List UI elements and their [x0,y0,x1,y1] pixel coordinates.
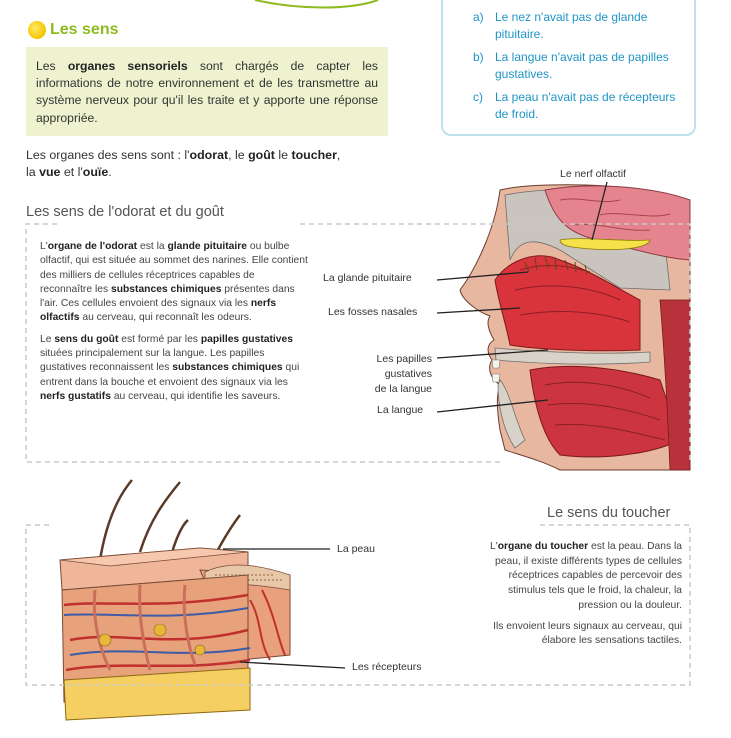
touch-text [478,540,682,655]
smell-paragraph: L'organe de l'odorat est la glande pituitaire ou bulbe olfactif, qui est située au sommet des narines. Elle contient des milliers de cellules réceptrices capables de reconnaître les substances chimiques présentes dans l'air. Ces cellules envoient des signaux via les nerfs olfactifs au cerveau, qui reconnaît les odeurs. [40,241,308,324]
intro-paragraph: Les organes sensoriels sont chargés de capter les informations de notre environnement et de les transmettre au système nerveux pour qu'il les traite et y apporte une réponse appropriée. [36,59,378,125]
questions-list [473,9,685,129]
section-bullet-icon [28,21,46,39]
label-peau: La peau [337,543,375,555]
label-glande-pituitaire: La glande pituitaire [323,272,412,284]
question-b: b) La langue n'avait pas de papilles gustatives. [473,50,669,81]
smell-taste-text [40,240,308,411]
intro-box [26,47,388,136]
question-a: a) Le nez n'avait pas de glande pituitaire. [473,10,648,41]
label-papilles: Les papilles gustatives de la langue [374,353,432,395]
organs-sentence: Les organes des sens sont : l'odorat, le goût le toucher, la vue et l'ouïe. [26,148,341,179]
touch-paragraph-1: L'organe du toucher est la peau. Dans la peau, il existe différents types de cellules réceptrices capables de percevoir des stimulus tels que le froid, la chaleur, la pression ou la douleur. [490,541,682,611]
label-langue: La langue [377,404,424,416]
touch-paragraph-2: Ils envoient leurs signaux au cerveau, qui élabore les sensations tactiles. [493,620,682,647]
head-cross-section-illustration [460,185,690,470]
skin-block-illustration [60,480,290,720]
section-title: Les sens [50,21,119,38]
top-green-curve [255,0,378,8]
smell-taste-title: Les sens de l'odorat et du goût [26,204,224,220]
taste-paragraph: Le sens du goût est formé par les papilles gustatives situées principalement sur la langue. Les papilles gustatives reconnaissent les substances chimiques qui entrent dans la bouche et envoient des signaux via les nerfs gustatifs au cerveau, qui identifie les saveurs. [40,333,300,402]
question-c: c) La peau n'avait pas de récepteurs de froid. [473,90,676,121]
touch-title: Le sens du toucher [547,505,671,521]
label-recepteurs: Les récepteurs [352,661,422,673]
label-nerf-olfactif: Le nerf olfactif [560,168,626,180]
label-fosses-nasales: Les fosses nasales [328,306,418,318]
